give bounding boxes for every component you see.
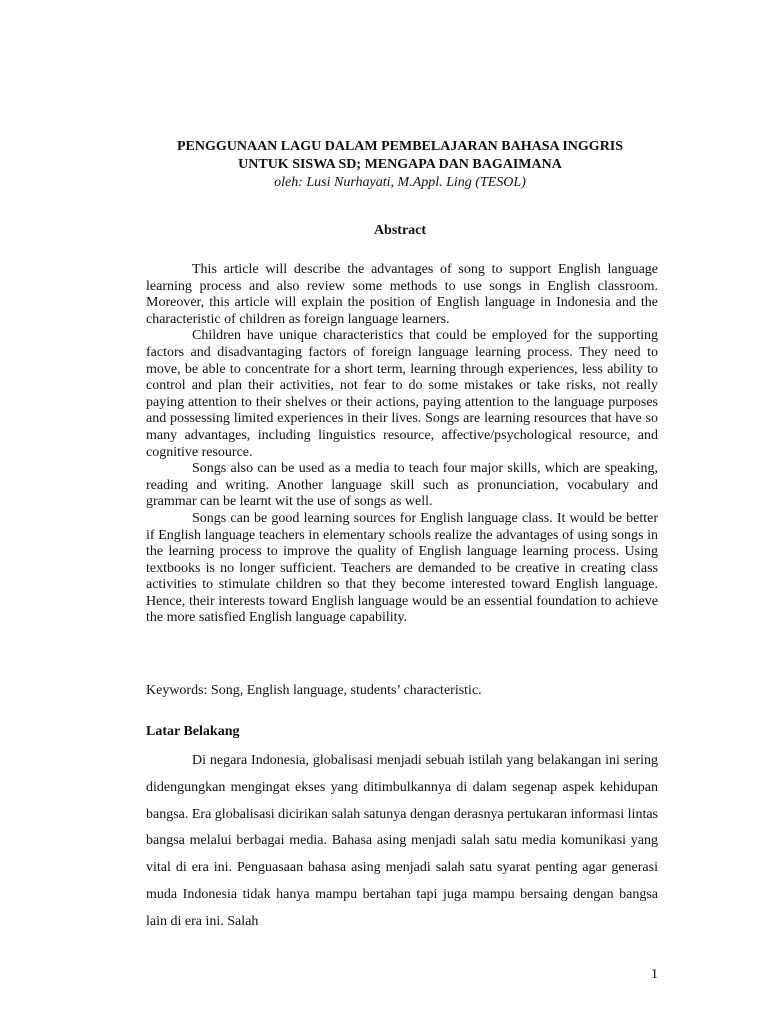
abstract-paragraph: Songs can be good learning sources for English language class. It would be better if English language teachers in elementary schools realize the advantages of using songs in the learning process to improve the quality of English language learning process. Using textbooks is no longer sufficient. Teachers are demanded to be creative in creating class activities to stimulate children so that they become interested toward English language. Hence, their interests toward English language would be an essential foundation to achieve the more satisfied English language capability. bbox=[146, 510, 658, 626]
paper-title bbox=[100, 138, 700, 174]
body-paragraph: Di negara Indonesia, globalisasi menjadi sebuah istilah yang belakangan ini sering didengungkan mengingat ekses yang ditimbulkannya di dalam segenap aspek kehidupan bangsa. Era globalisasi dicirikan salah satunya dengan derasnya pertukaran informasi lintas bangsa melalui berbagai media. Bahasa asing menjadi salah satu media komunikasi yang vital di era ini. Penguasaan bahasa asing menjadi salah satu syarat penting agar generasi muda Indonesia tidak hanya mampu bertahan tapi juga mampu bersaing dengan bangsa lain di era ini. Salah bbox=[146, 753, 658, 929]
keywords-line: Keywords: Song, English language, students’ characteristic. bbox=[146, 683, 482, 698]
paper-title-line-2: UNTUK SISWA SD; MENGAPA DAN BAGAIMANA bbox=[238, 157, 562, 172]
abstract-paragraph: Children have unique characteristics that could be employed for the supporting factors and disadvantaging factors of foreign language learning process. They need to move, be able to concentrate for a short term, learning through experiences, less ability to control and plan their activities, not fear to do some mistakes or take risks, not really paying attention to their shelves or their actions, paying attention to the language purposes and possessing limited experiences in their lives. Songs are learning resources that have so many advantages, including linguistics resource, affective/psychological resource, and cognitive resource. bbox=[146, 328, 658, 460]
abstract-paragraph: This article will describe the advantages of song to support English language learning process and also review some methods to use songs in English classroom. Moreover, this article will explain the position of English language in Indonesia and the characteristic of children as foreign language learners. bbox=[146, 262, 658, 327]
section-body bbox=[146, 748, 658, 936]
abstract-heading: Abstract bbox=[373, 223, 427, 238]
author-line: oleh: Lusi Nurhayati, M.Appl. Ling (TESOL) bbox=[274, 175, 526, 190]
page-number: 1 bbox=[651, 967, 658, 982]
paper-title-line-1: PENGGUNAAN LAGU DALAM PEMBELAJARAN BAHASA INGGRIS bbox=[176, 139, 624, 154]
abstract-body bbox=[146, 262, 658, 627]
section-heading-latar-belakang: Latar Belakang bbox=[146, 724, 240, 739]
abstract-paragraph: Songs also can be used as a media to teach four major skills, which are speaking, reading and writing. Another language skill such as pronunciation, vocabulary and grammar can be learnt wit the use of songs as well. bbox=[146, 461, 658, 510]
